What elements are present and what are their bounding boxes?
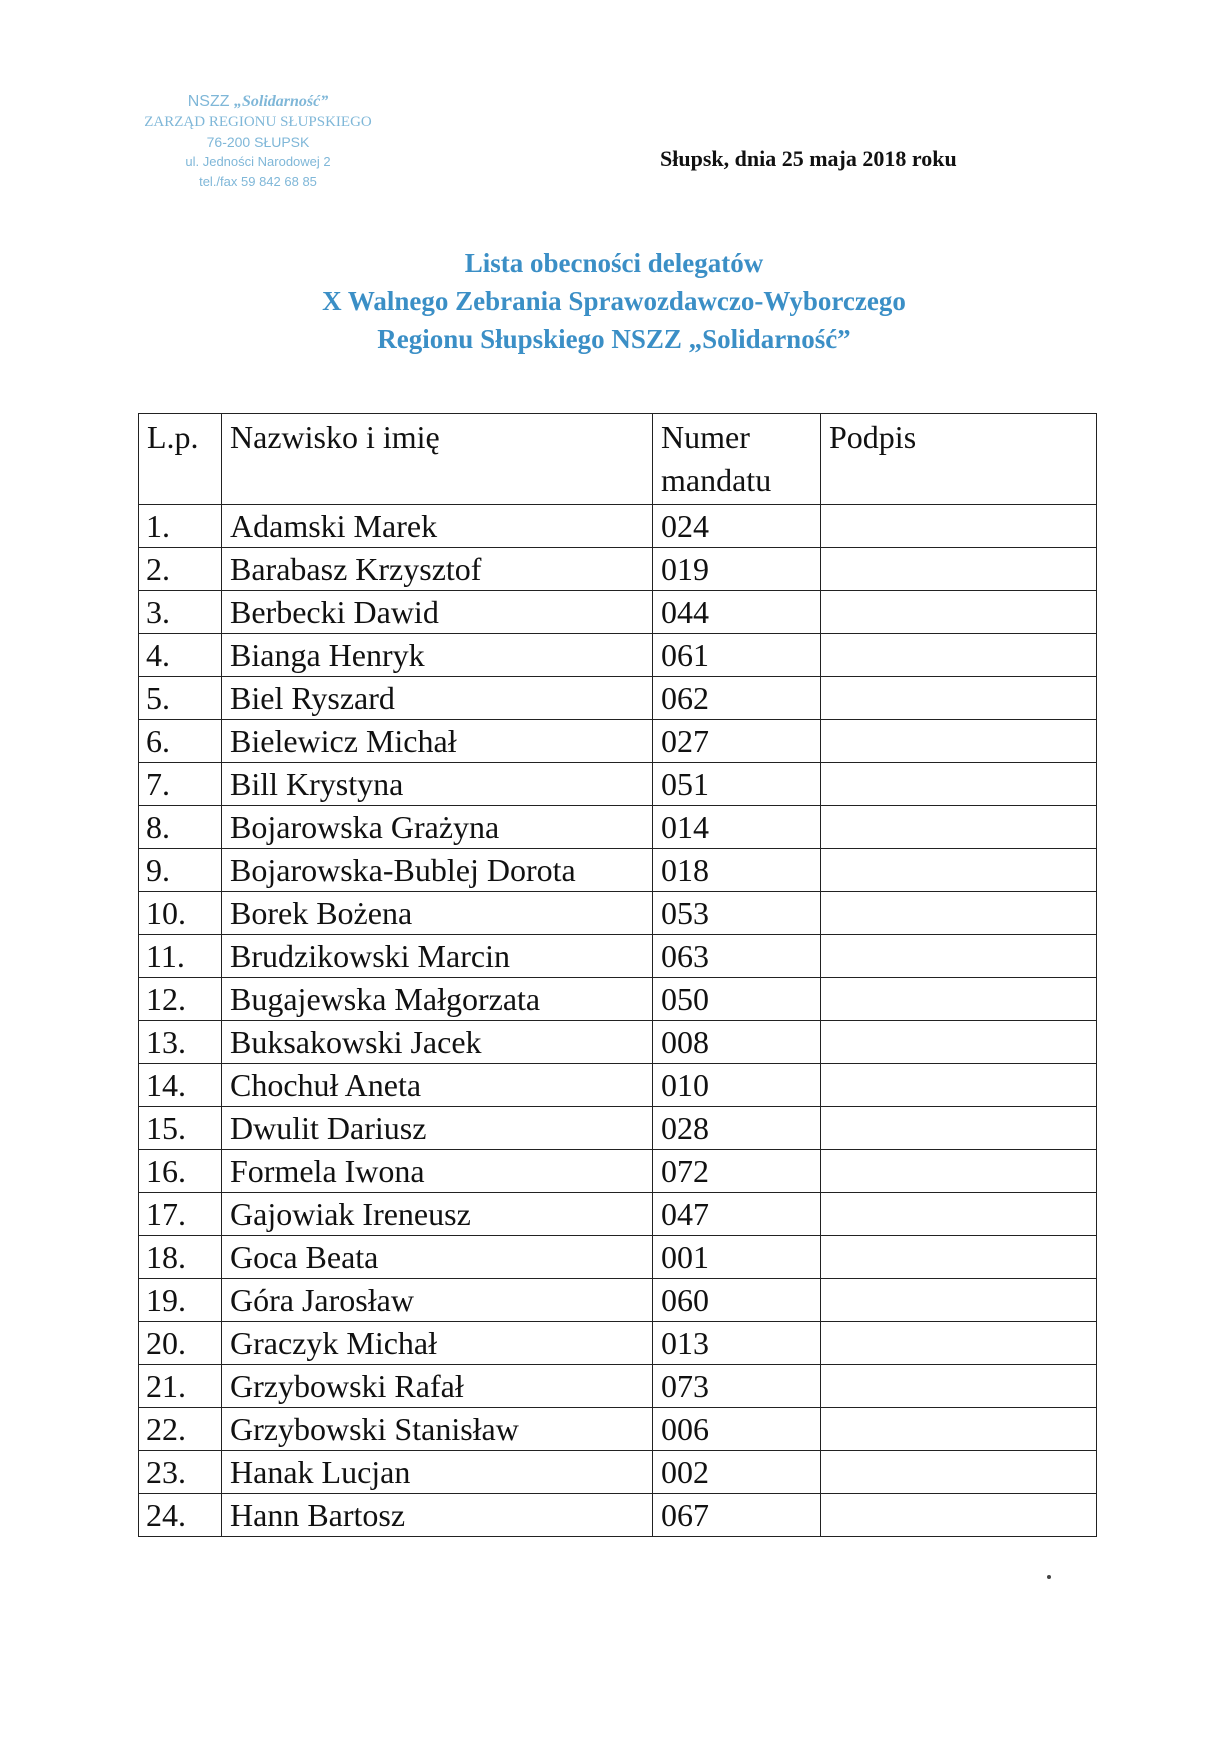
table-row [139,806,1097,849]
row-name: Formela Iwona [222,1150,653,1193]
row-mandate: 028 [653,1107,821,1150]
table-row [139,1279,1097,1322]
row-lp: 5. [139,677,222,720]
table-row [139,1408,1097,1451]
row-mandate: 019 [653,548,821,591]
row-lp: 9. [139,849,222,892]
table-row [139,548,1097,591]
row-name: Bojarowska-Bublej Dorota [222,849,653,892]
row-signature-cell[interactable] [821,935,1097,978]
place-and-date: Słupsk, dnia 25 maja 2018 roku [660,146,957,171]
row-signature-cell[interactable] [821,720,1097,763]
row-lp: 2. [139,548,222,591]
table-row [139,1193,1097,1236]
row-signature-cell[interactable] [821,1193,1097,1236]
table-row [139,591,1097,634]
row-name: Bugajewska Małgorzata [222,978,653,1021]
row-mandate: 027 [653,720,821,763]
row-lp: 3. [139,591,222,634]
stamp-line-phone: tel./fax 59 842 68 85 [199,174,317,189]
row-name: Hanak Lucjan [222,1451,653,1494]
row-name: Brudzikowski Marcin [222,935,653,978]
row-mandate: 073 [653,1365,821,1408]
row-signature-cell[interactable] [821,505,1097,548]
row-mandate: 072 [653,1150,821,1193]
row-signature-cell[interactable] [821,1494,1097,1537]
table-row [139,978,1097,1021]
row-signature-cell[interactable] [821,677,1097,720]
row-lp: 18. [139,1236,222,1279]
table-row [139,1451,1097,1494]
row-lp: 24. [139,1494,222,1537]
row-name: Bielewicz Michał [222,720,653,763]
title-line-1: Lista obecności delegatów [464,248,764,278]
row-signature-cell[interactable] [821,763,1097,806]
document-title [0,244,1228,358]
table-row [139,1236,1097,1279]
row-name: Berbecki Dawid [222,591,653,634]
row-mandate: 002 [653,1451,821,1494]
header-signature: Podpis [821,414,1097,505]
row-mandate: 053 [653,892,821,935]
row-lp: 4. [139,634,222,677]
row-mandate: 047 [653,1193,821,1236]
row-mandate: 001 [653,1236,821,1279]
row-mandate: 013 [653,1322,821,1365]
row-mandate: 044 [653,591,821,634]
row-signature-cell[interactable] [821,591,1097,634]
table-row [139,1494,1097,1537]
table-row [139,720,1097,763]
row-signature-cell[interactable] [821,806,1097,849]
row-name: Barabasz Krzysztof [222,548,653,591]
row-signature-cell[interactable] [821,1021,1097,1064]
row-mandate: 050 [653,978,821,1021]
row-lp: 12. [139,978,222,1021]
row-mandate: 062 [653,677,821,720]
stamp-line-street: ul. Jedności Narodowej 2 [185,154,331,169]
row-signature-cell[interactable] [821,1064,1097,1107]
row-name: Gajowiak Ireneusz [222,1193,653,1236]
stamp-union-name: „Solidarność” [233,93,329,110]
row-name: Goca Beata [222,1236,653,1279]
row-name: Biel Ryszard [222,677,653,720]
row-signature-cell[interactable] [821,1150,1097,1193]
row-name: Grzybowski Stanisław [222,1408,653,1451]
row-mandate: 008 [653,1021,821,1064]
stamp-line-union [118,92,398,112]
row-signature-cell[interactable] [821,548,1097,591]
row-signature-cell[interactable] [821,849,1097,892]
row-signature-cell[interactable] [821,1107,1097,1150]
table-row [139,1021,1097,1064]
row-mandate: 014 [653,806,821,849]
row-signature-cell[interactable] [821,892,1097,935]
row-lp: 23. [139,1451,222,1494]
table-row [139,634,1097,677]
row-signature-cell[interactable] [821,1451,1097,1494]
row-name: Chochuł Aneta [222,1064,653,1107]
row-mandate: 060 [653,1279,821,1322]
row-name: Dwulit Dariusz [222,1107,653,1150]
row-name: Borek Bożena [222,892,653,935]
table-row [139,935,1097,978]
row-name: Bianga Henryk [222,634,653,677]
row-lp: 7. [139,763,222,806]
row-lp: 13. [139,1021,222,1064]
table-row [139,1365,1097,1408]
row-lp: 21. [139,1365,222,1408]
row-lp: 10. [139,892,222,935]
row-lp: 17. [139,1193,222,1236]
row-mandate: 006 [653,1408,821,1451]
row-signature-cell[interactable] [821,1365,1097,1408]
row-mandate: 024 [653,505,821,548]
table-row [139,1150,1097,1193]
row-lp: 6. [139,720,222,763]
row-name: Bojarowska Grażyna [222,806,653,849]
row-mandate: 067 [653,1494,821,1537]
table-row [139,892,1097,935]
row-lp: 15. [139,1107,222,1150]
table-row [139,763,1097,806]
table-row [139,1064,1097,1107]
table-row [139,1322,1097,1365]
organization-stamp [118,92,398,192]
row-name: Graczyk Michał [222,1322,653,1365]
stamp-line-postcode: 76-200 SŁUPSK [206,134,310,150]
row-lp: 8. [139,806,222,849]
ink-speck [1047,1575,1051,1579]
row-signature-cell[interactable] [821,1279,1097,1322]
header-name: Nazwisko i imię [222,414,653,505]
table-row [139,505,1097,548]
row-mandate: 010 [653,1064,821,1107]
row-lp: 19. [139,1279,222,1322]
stamp-union-prefix: NSZZ [187,93,230,110]
title-line-3: Regionu Słupskiego NSZZ „Solidarność” [377,324,851,354]
row-lp: 20. [139,1322,222,1365]
row-signature-cell[interactable] [821,1236,1097,1279]
stamp-line-board: ZARZĄD REGIONU SŁUPSKIEGO [144,114,372,130]
header-lp: L.p. [139,414,222,505]
title-line-2: X Walnego Zebrania Sprawozdawczo-Wyborczego [322,286,906,316]
row-name: Hann Bartosz [222,1494,653,1537]
row-lp: 14. [139,1064,222,1107]
row-signature-cell[interactable] [821,634,1097,677]
row-mandate: 018 [653,849,821,892]
row-signature-cell[interactable] [821,978,1097,1021]
row-name: Grzybowski Rafał [222,1365,653,1408]
row-lp: 11. [139,935,222,978]
row-lp: 16. [139,1150,222,1193]
table-row [139,1107,1097,1150]
table-row [139,849,1097,892]
attendance-table [138,413,1097,1537]
row-name: Bill Krystyna [222,763,653,806]
row-signature-cell[interactable] [821,1322,1097,1365]
table-row [139,677,1097,720]
row-name: Buksakowski Jacek [222,1021,653,1064]
row-mandate: 051 [653,763,821,806]
row-lp: 22. [139,1408,222,1451]
header-mandate: Numer mandatu [653,414,821,505]
row-mandate: 063 [653,935,821,978]
row-mandate: 061 [653,634,821,677]
row-name: Adamski Marek [222,505,653,548]
row-lp: 1. [139,505,222,548]
row-name: Góra Jarosław [222,1279,653,1322]
table-header-row [139,414,1097,505]
row-signature-cell[interactable] [821,1408,1097,1451]
